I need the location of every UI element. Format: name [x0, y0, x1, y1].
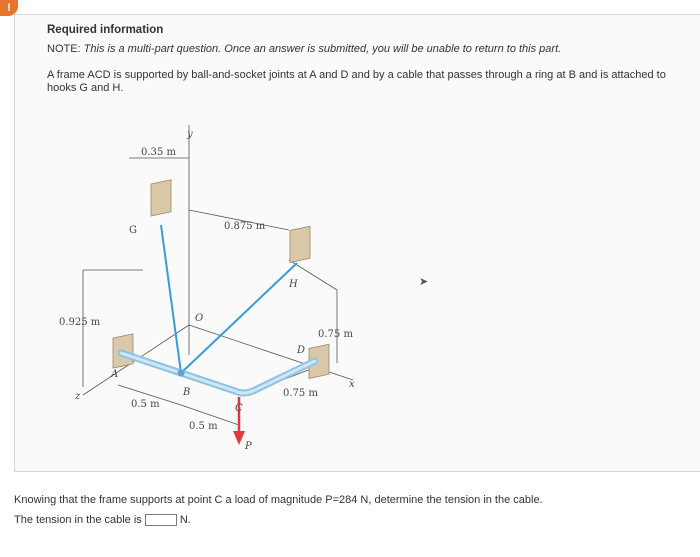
label-P: P: [245, 441, 252, 452]
problem-description: A frame ACD is supported by ball-and-socket joints at A and D and by a cable that passes through a ring at B and is attached to hooks G and H.: [47, 69, 666, 94]
label-C: C: [235, 403, 243, 414]
note-body: This is a multi-part question. Once an answer is submitted, you will be unable to return to this part.: [83, 43, 562, 55]
label-A: A: [111, 369, 119, 380]
label-0-5-a: 0.5 m: [131, 399, 160, 410]
panel-title: Required information: [47, 24, 164, 36]
frame-ACD: [121, 353, 315, 393]
exclamation-icon: !: [7, 2, 11, 14]
ring-B: [178, 370, 185, 377]
question-text: Knowing that the frame supports at point C a load of magnitude P=284 N, determine the tension in the cable.: [14, 494, 543, 506]
label-0-75-h: 0.75 m: [283, 388, 318, 399]
label-0-5-b: 0.5 m: [189, 421, 218, 432]
answer-unit: N.: [179, 514, 191, 526]
label-B: B: [183, 387, 191, 398]
load-arrowhead: [233, 431, 245, 445]
note-text: [47, 43, 687, 56]
label-x: x: [349, 379, 355, 390]
label-0-925: 0.925 m: [59, 317, 101, 328]
required-info-panel: [14, 14, 700, 472]
label-O: O: [195, 313, 204, 324]
label-D: D: [297, 345, 306, 356]
mouse-cursor-icon: ➤: [419, 276, 429, 288]
label-0-875: 0.875 m: [224, 221, 266, 232]
label-G: G: [129, 225, 137, 236]
support-G: [151, 180, 171, 216]
note-label: NOTE:: [47, 43, 84, 55]
label-H: H: [289, 279, 298, 290]
answer-prefix: The tension in the cable is: [14, 514, 142, 526]
frame-figure: [43, 115, 373, 475]
tension-input[interactable]: [145, 514, 177, 526]
support-H: [290, 226, 310, 262]
answer-row: [14, 514, 191, 526]
label-0-75-v: 0.75 m: [318, 329, 353, 340]
label-0-35: 0.35 m: [141, 147, 176, 158]
cable-GB: [161, 225, 181, 373]
label-z: z: [75, 391, 81, 402]
label-y: y: [187, 129, 193, 140]
